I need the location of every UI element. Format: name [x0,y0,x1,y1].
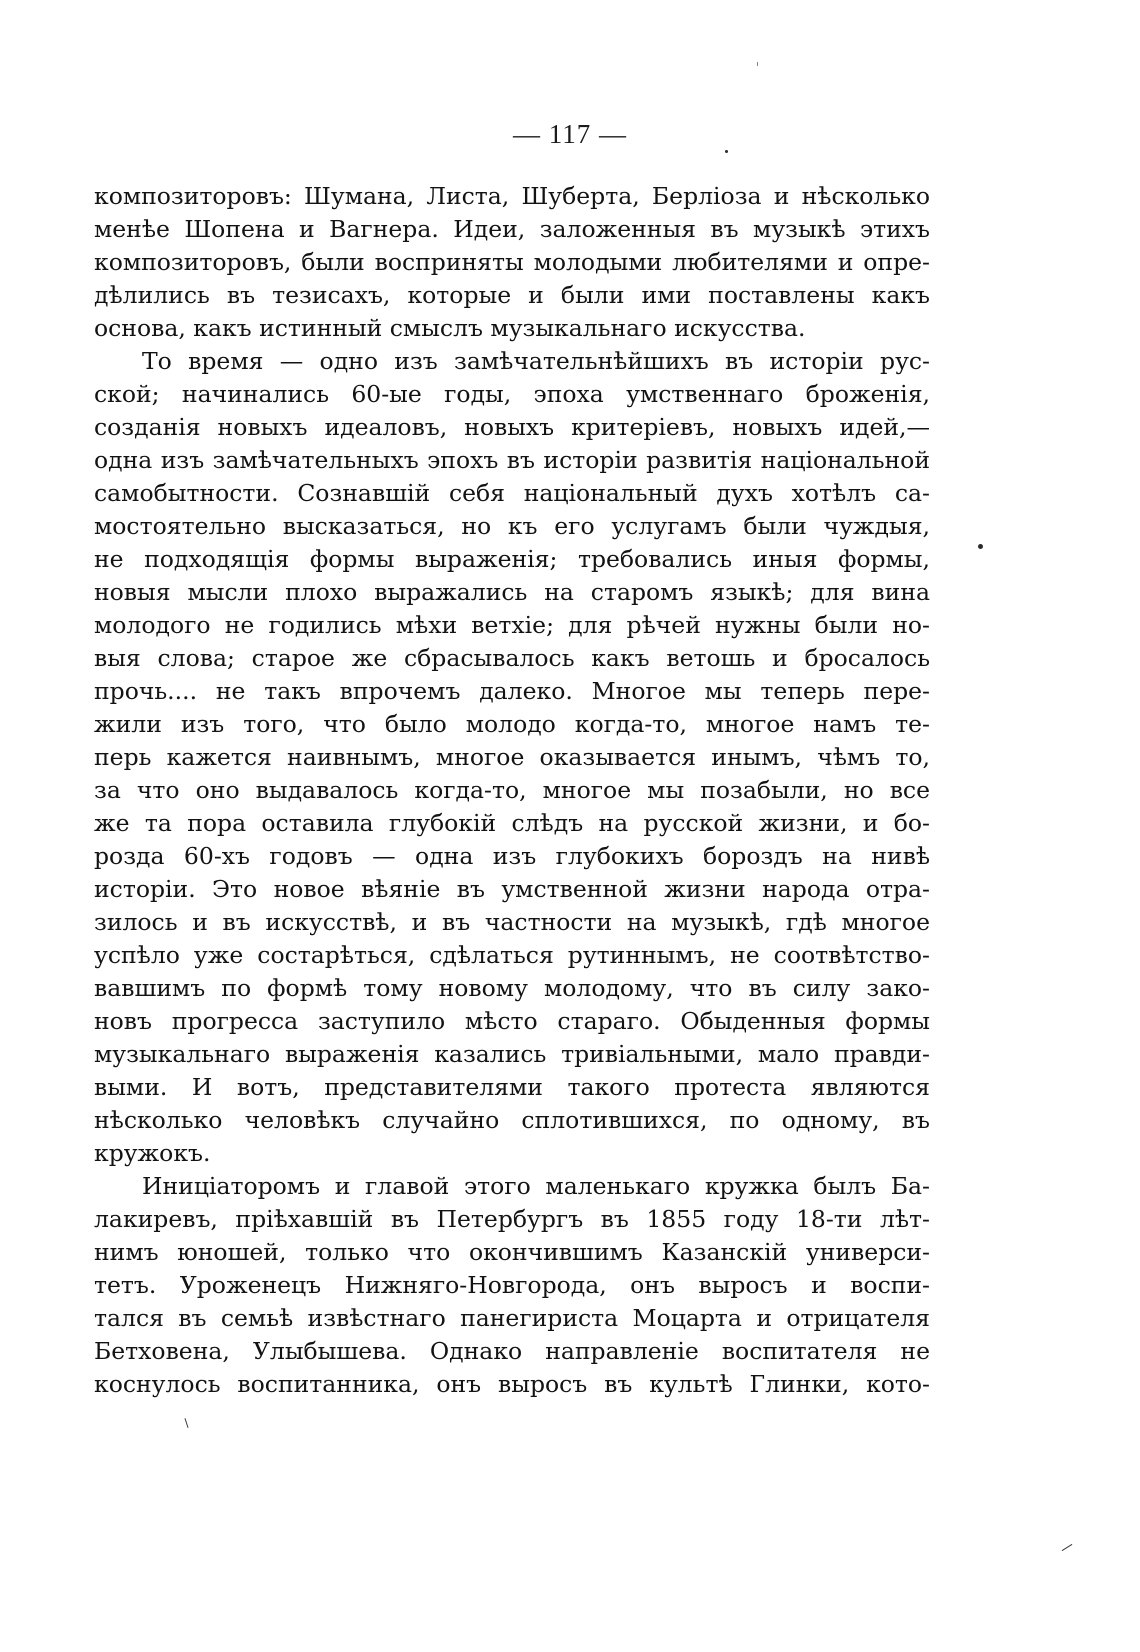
text-line: Бетховена, Улыбышева. Однако направленіе воспитателя не [94,1337,930,1365]
page-number: — 117 — [513,119,627,149]
text-line: коснулось воспитанника, онъ выросъ въ культѣ Глинки, кото- [94,1370,930,1398]
text-line: Иниціаторомъ и главой этого маленькаго кружка былъ Ба- [142,1172,930,1200]
text-line: нѣсколько человѣкъ случайно сплотившихся, по одному, въ [94,1106,930,1134]
scan-dot [725,150,728,153]
text-line: То время — одно изъ замѣчательнѣйшихъ въ исторіи рус- [142,347,930,375]
text-line: самобытности. Сознавшій себя національный духъ хотѣлъ са- [94,479,930,507]
text-line: основа, какъ истинный смыслъ музыкальнаго искусства. [94,314,806,342]
text-line: лакиревъ, пріѣхавшій въ Петербургъ въ 1855 году 18-ти лѣт- [94,1205,930,1233]
text-line: композиторовъ: Шумана, Листа, Шуберта, Берліоза и нѣсколько [94,182,930,210]
text-line: дѣлились въ тезисахъ, которые и были ими поставлены какъ [94,281,930,309]
text-line: вавшимъ по формѣ тому новому молодому, что въ силу зако- [94,974,930,1002]
text-line: одна изъ замѣчательныхъ эпохъ въ исторіи развитія національной [94,446,930,474]
text-line: молодого не годились мѣхи ветхіе; для рѣчей нужны были но- [94,611,930,639]
text-line: выми. И вотъ, представителями такого протеста являются [94,1073,930,1101]
text-line: мостоятельно высказаться, но къ его услугамъ были чуждыя, [94,512,930,540]
text-line: кружокъ. [94,1139,211,1167]
text-line: музыкальнаго выраженія казались тривіальными, мало правди- [94,1040,930,1068]
text-line: жили изъ того, что было молодо когда-то, многое намъ те- [94,710,930,738]
text-line: перь кажется наивнымъ, многое оказывается инымъ, чѣмъ то, [94,743,930,771]
text-line: нимъ юношей, только что окончившимъ Казанскій универси- [94,1238,930,1266]
text-line: новъ прогресса заступило мѣсто стараго. Обыденныя формы [94,1007,930,1035]
text-line: исторіи. Это новое вѣяніе въ умственной жизни народа отра- [94,875,930,903]
text-line: менѣе Шопена и Вагнера. Идеи, заложенныя въ музыкѣ этихъ [94,215,930,243]
text-line: прочь.... не такъ впрочемъ далеко. Многое мы теперь пере- [94,677,930,705]
scan-dot [978,544,983,549]
text-line: зилось и въ искусствѣ, и въ частности на музыкѣ, гдѣ многое [94,908,930,936]
scan-mark [757,62,758,66]
text-line: композиторовъ, были восприняты молодыми любителями и опре- [94,248,930,276]
text-line: новыя мысли плохо выражались на старомъ языкѣ; для вина [94,578,930,606]
text-line: розда 60-хъ годовъ — одна изъ глубокихъ бороздъ на нивѣ [94,842,930,870]
text-line: созданія новыхъ идеаловъ, новыхъ критеріевъ, новыхъ идей,— [94,413,930,441]
text-line: за что оно выдавалось когда-то, многое мы позабыли, но все [94,776,930,804]
text-line: тетъ. Уроженецъ Нижняго-Новгорода, онъ выросъ и воспи- [94,1271,930,1299]
text-line: успѣло уже состарѣться, сдѣлаться рутиннымъ, не соотвѣтство- [94,941,930,969]
text-line: не подходящія формы выраженія; требовались иныя формы, [94,545,930,573]
text-line: ской; начинались 60-ые годы, эпоха умственнаго броженія, [94,380,930,408]
text-line: же та пора оставила глубокій слѣдъ на русской жизни, и бо- [94,809,930,837]
text-line: выя слова; старое же сбрасывалось какъ ветошь и бросалось [94,644,930,672]
text-line: тался въ семьѣ извѣстнаго панегириста Моцарта и отрицателя [94,1304,930,1332]
